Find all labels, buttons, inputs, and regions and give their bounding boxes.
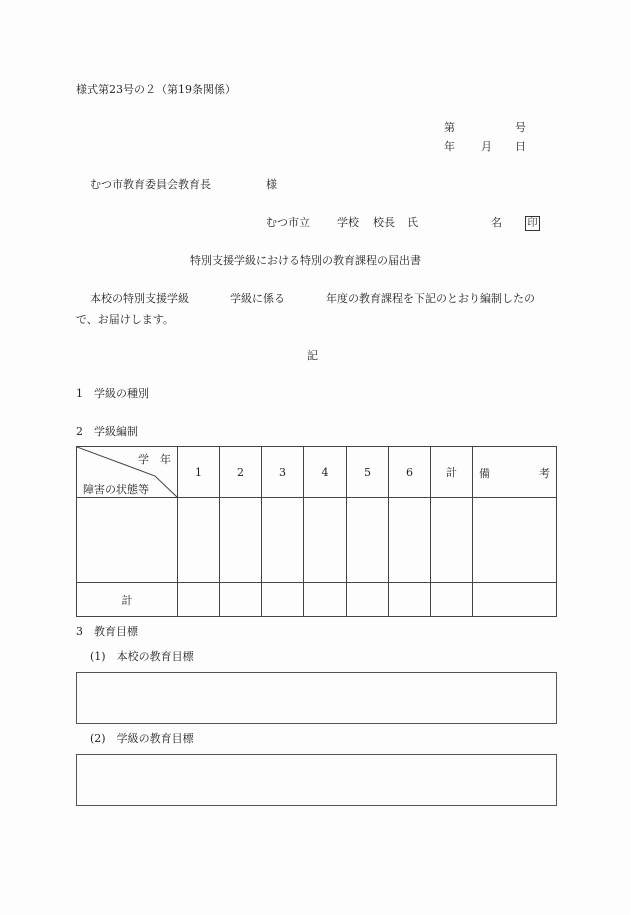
table-cell[interactable] — [304, 583, 347, 617]
section-3-heading: 3 教育目標 — [76, 625, 138, 638]
table-cell[interactable] — [178, 583, 220, 617]
column-header: 4 — [304, 447, 347, 498]
sender-city: むつ市立 — [266, 216, 310, 229]
table-cell[interactable] — [220, 498, 262, 583]
table-total-row — [77, 583, 557, 617]
total-row-label: 計 — [77, 583, 178, 617]
table-cell[interactable] — [389, 583, 431, 617]
sender-school: 学校 — [337, 216, 359, 229]
column-header: 2 — [220, 447, 262, 498]
corner-bottom-label: 障害の状態等 — [83, 483, 149, 496]
body-line1-a: 本校の特別支援学級 — [90, 292, 189, 305]
form-id: 様式第23号の２（第19条関係） — [76, 83, 236, 96]
column-header: 1 — [178, 447, 220, 498]
addressee-honorific: 様 — [266, 178, 277, 191]
subsection-2-heading: (2) 学級の教育目標 — [90, 732, 194, 745]
table-row — [77, 498, 557, 583]
table-cell[interactable] — [431, 498, 473, 583]
section-2-heading: 2 学級編制 — [76, 425, 138, 438]
sender-name-label-2: 名 — [491, 216, 502, 229]
section-1-heading: 1 学級の種別 — [76, 387, 149, 400]
body-line1-c: 年度の教育課程を下記のとおり編制したの — [326, 292, 535, 305]
date-year: 年 — [444, 140, 455, 153]
ki-label: 記 — [307, 349, 318, 362]
document-title: 特別支援学級における特別の教育課程の届出書 — [190, 254, 421, 267]
corner-header-cell — [77, 447, 178, 498]
body-line1-b: 学級に係る — [230, 292, 285, 305]
table-header-row — [77, 447, 557, 498]
column-header: 3 — [262, 447, 304, 498]
addressee-name: むつ市教育委員会教育長 — [90, 178, 211, 191]
table-cell[interactable] — [473, 583, 557, 617]
table-cell[interactable] — [77, 498, 178, 583]
table-cell[interactable] — [262, 498, 304, 583]
school-goals-box[interactable] — [76, 672, 557, 724]
remarks-label-2: 考 — [539, 467, 550, 480]
sender-name-label-1: 氏 — [407, 216, 418, 229]
table-cell[interactable] — [389, 498, 431, 583]
table-cell[interactable] — [178, 498, 220, 583]
column-header: 6 — [389, 447, 431, 498]
body-line2: で、お届けします。 — [76, 313, 174, 326]
subsection-1-heading: (1) 本校の教育目標 — [90, 650, 194, 663]
date-month: 月 — [481, 140, 492, 153]
table-cell[interactable] — [473, 498, 557, 583]
corner-top-label: 学 年 — [138, 453, 171, 466]
column-header: 計 — [431, 447, 473, 498]
table-cell[interactable] — [262, 583, 304, 617]
table-cell[interactable] — [431, 583, 473, 617]
class-goals-box[interactable] — [76, 754, 557, 806]
class-composition-table — [76, 446, 557, 617]
doc-number-prefix: 第 — [444, 121, 455, 134]
table-cell[interactable] — [347, 498, 389, 583]
table-cell[interactable] — [347, 583, 389, 617]
remarks-header — [473, 447, 557, 498]
table-cell[interactable] — [304, 498, 347, 583]
date-day: 日 — [515, 140, 526, 153]
sender-title: 校長 — [373, 216, 395, 229]
table-cell[interactable] — [220, 583, 262, 617]
remarks-label-1: 備 — [479, 467, 490, 480]
column-header: 5 — [347, 447, 389, 498]
seal-icon: 印 — [525, 216, 540, 231]
doc-number-suffix: 号 — [515, 121, 526, 134]
